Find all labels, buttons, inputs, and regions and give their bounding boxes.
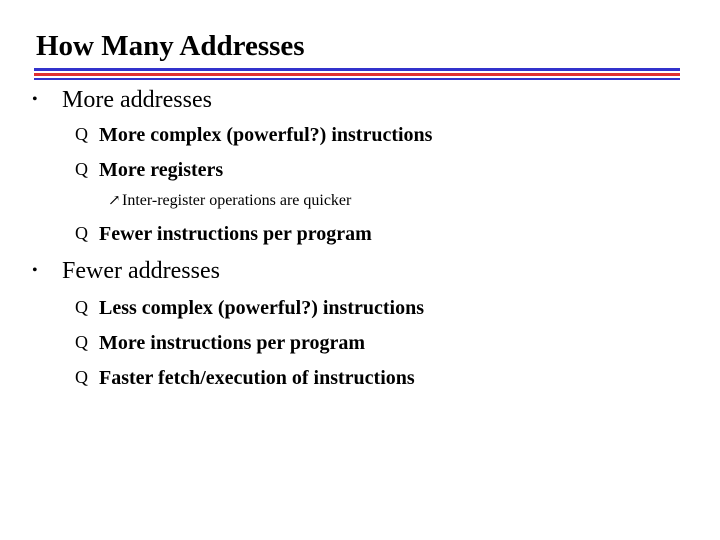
title-underline-blue <box>34 68 680 71</box>
sub-bullet-text: Fewer instructions per program <box>99 223 372 245</box>
arrow-marker-icon: ↗ <box>108 193 121 209</box>
q-marker-icon: Q <box>75 223 88 243</box>
q-marker-icon: Q <box>75 159 88 179</box>
sub-sub-bullet-inter-register <box>108 193 351 209</box>
bullet-text: More addresses <box>62 87 212 113</box>
q-marker-icon: Q <box>75 124 88 144</box>
bullet-dot-icon: • <box>32 262 38 279</box>
sub-bullet-more-registers <box>75 160 223 180</box>
bullet-dot-icon: • <box>32 91 38 108</box>
q-marker-icon: Q <box>75 297 88 317</box>
sub-bullet-faster-fetch <box>75 368 415 388</box>
sub-bullet-more-instructions <box>75 333 365 353</box>
sub-bullet-fewer-instructions <box>75 224 372 244</box>
sub-bullet-text: More instructions per program <box>99 332 366 354</box>
sub-bullet-text: Less complex (powerful?) instructions <box>99 297 424 319</box>
bullet-more-addresses <box>32 88 212 112</box>
bullet-text: Fewer addresses <box>62 258 220 284</box>
sub-bullet-text: More registers <box>99 159 224 181</box>
sub-bullet-text: More complex (powerful?) instructions <box>99 124 433 146</box>
title-underline-red <box>34 73 680 76</box>
sub-bullet-less-complex-instructions <box>75 298 424 318</box>
q-marker-icon: Q <box>75 367 88 387</box>
slide-title: How Many Addresses <box>36 30 305 62</box>
sub-bullet-more-complex-instructions <box>75 125 432 145</box>
bullet-fewer-addresses <box>32 259 220 283</box>
sub-bullet-text: Faster fetch/execution of instructions <box>99 367 415 389</box>
title-underline-blue-lower <box>34 78 680 80</box>
sub-sub-bullet-text: Inter-register operations are quicker <box>122 192 352 209</box>
q-marker-icon: Q <box>75 332 88 352</box>
